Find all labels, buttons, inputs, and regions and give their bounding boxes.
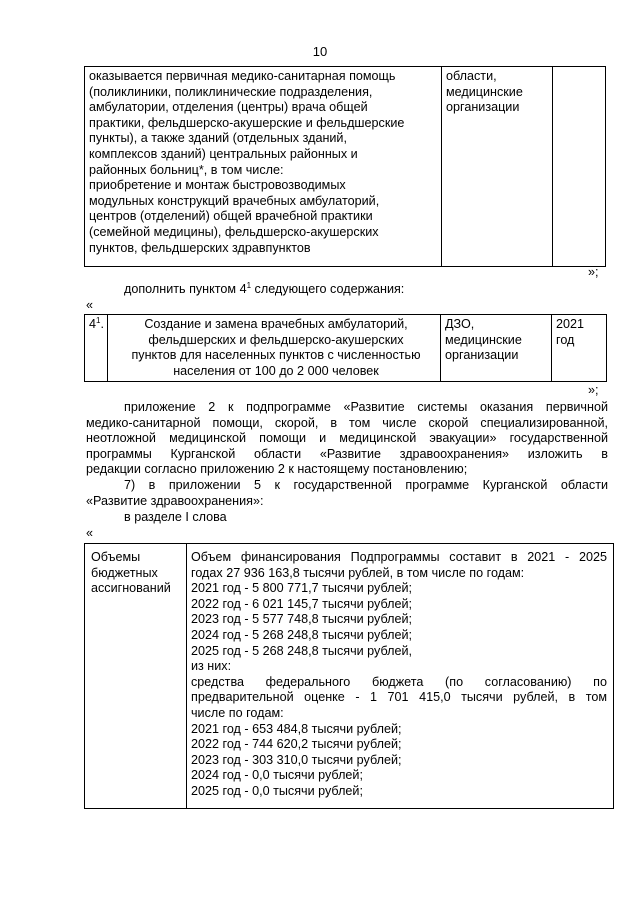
table-new-point	[84, 314, 607, 382]
item7-line: 7) в приложении 5 к государственной программе Курганской области	[124, 478, 608, 492]
table3-content	[191, 550, 607, 800]
table3-content-line: 2024 год - 5 268 248,8 тысячи рублей;	[191, 627, 412, 642]
table1-description-line: модульных конструкций врачебных амбулаторий,	[89, 193, 380, 208]
table1-description-line: приобретение и монтаж быстровозводимых	[89, 178, 346, 193]
table1-description-line: оказывается первичная медико-санитарная помощь	[89, 69, 396, 83]
table2-executor-line: организации	[445, 348, 519, 363]
table2-year-line: год	[556, 332, 575, 347]
table3-content-line: из них:	[191, 659, 232, 674]
table3-label-line: ассигнований	[91, 581, 171, 596]
table1-executor-cell	[442, 67, 553, 267]
add-point-text: дополнить пунктом 4	[124, 282, 247, 296]
appendix-line: приложение 2 к подпрограмме «Развитие системы оказания первичной	[124, 400, 608, 414]
table1-description-line: пунктов, фельдшерских здравпунктов	[89, 240, 311, 255]
open-quote-2: «	[86, 526, 94, 540]
table3-content-line: 2021 год - 5 800 771,7 тысячи рублей;	[191, 581, 412, 596]
page-number: 10	[312, 44, 328, 59]
table2-number-suffix: .	[100, 317, 104, 331]
table2-year-line: 2021	[556, 317, 585, 331]
table3-content-line: 2025 год - 5 268 248,8 тысячи рублей,	[191, 643, 412, 658]
table1-description-line: практики, фельдшерско-акушерские и фельдшерские	[89, 115, 405, 130]
close-quote-1: »;	[588, 265, 599, 279]
table3-content-line: 2025 год - 0,0 тысячи рублей;	[191, 783, 363, 798]
table-continuation	[84, 66, 606, 267]
table3-content-line: 2023 год - 5 577 748,8 тысячи рублей;	[191, 612, 412, 627]
table3-content-line: 2024 год - 0,0 тысячи рублей;	[191, 768, 363, 783]
table1-description-line: пункты), а также зданий (отдельных зданий,	[89, 131, 347, 146]
table3-content-line: средства федерального бюджета (по согласованию) по	[191, 674, 607, 689]
add-point-superscript: 1	[246, 280, 252, 290]
table2-description	[112, 317, 440, 379]
table3-content-line: 2021 год - 653 484,8 тысячи рублей;	[191, 721, 402, 736]
table1-executor-line: медицинские	[446, 84, 523, 99]
appendix-line: неотложной медицинской помощи и медицинской эвакуации» государственной	[86, 431, 608, 446]
appendix-line: программы Курганской области «Развитие здравоохранения» изложить в	[86, 446, 608, 461]
table1-executor-line: области,	[446, 69, 497, 83]
item7-paragraph	[86, 478, 608, 509]
table3-content-line: числе по годам:	[191, 705, 284, 720]
table2-year	[556, 317, 606, 348]
table1-term-cell	[553, 67, 606, 267]
table2-executor-line: медицинские	[445, 332, 522, 347]
table3-label-cell	[85, 544, 187, 809]
item7-line: «Развитие здравоохранения»:	[86, 493, 264, 508]
add-point-text-after: следующего содержания:	[251, 282, 405, 296]
table3-content-line: годах 27 936 163,8 тысячи рублей, в том числе по годам:	[191, 565, 525, 580]
table2-executor	[445, 317, 551, 364]
appendix-paragraph	[86, 400, 608, 478]
table2-number: 4	[89, 317, 97, 331]
table2-description-cell	[108, 315, 441, 382]
table2-description-line: населения от 100 до 2 000 человек	[173, 363, 379, 378]
table3-content-line: 2022 год - 6 021 145,7 тысячи рублей;	[191, 596, 412, 611]
table1-executor-line: организации	[446, 100, 520, 115]
table2-number-cell	[85, 315, 108, 382]
table2-number-superscript: 1	[96, 315, 101, 325]
table1-description-line: (семейной медицины), фельдшерско-акушерских	[89, 224, 379, 239]
table3-content-line: 2022 год - 744 620,2 тысячи рублей;	[191, 737, 402, 752]
close-quote-2: »;	[588, 383, 599, 397]
table2-description-line: пунктов для населенных пунктов с численностью	[131, 348, 421, 363]
section-paragraph: в разделе I слова	[124, 510, 227, 524]
table2-description-line: Создание и замена врачебных амбулаторий,	[144, 317, 408, 331]
table3-label-line: бюджетных	[91, 565, 158, 580]
table3-content-line: Объем финансирования Подпрограммы составит в 2021 - 2025	[191, 550, 607, 564]
table1-description-line: амбулатории, отделения (центры) врача общей	[89, 100, 368, 115]
add-point-paragraph	[124, 282, 404, 298]
table1-description-line: (поликлиники, поликлинические подразделения,	[89, 84, 373, 99]
table1-description-line: комплексов зданий) центральных районных и	[89, 146, 358, 161]
open-quote-1: «	[86, 298, 94, 312]
table2-year-cell	[552, 315, 607, 382]
table1-description-line: центров (отделений) общей врачебной практики	[89, 209, 373, 224]
table3-label	[91, 550, 186, 597]
table3-label-line: Объемы	[91, 550, 141, 564]
table2-executor-cell	[441, 315, 552, 382]
table1-description-cell	[85, 67, 442, 267]
table1-description-line: районных больниц*, в том числе:	[89, 162, 284, 177]
table2-description-line: фельдшерских и фельдшерско-акушерских	[148, 332, 404, 347]
table3-content-line: 2023 год - 303 310,0 тысячи рублей;	[191, 752, 402, 767]
table3-content-cell	[187, 544, 614, 809]
table-budget	[84, 543, 614, 809]
appendix-line: редакции согласно приложению 2 к настоящему постановлению;	[86, 462, 468, 477]
appendix-line: медико-санитарной помощи, скорой, в том числе скорой специализированной,	[86, 415, 608, 430]
table1-executor	[446, 69, 552, 116]
table3-content-line: предварительной оценке - 1 701 415,0 тысячи рублей, в том	[191, 690, 607, 705]
table2-executor-line: ДЗО,	[445, 317, 475, 331]
table1-description	[89, 69, 441, 256]
